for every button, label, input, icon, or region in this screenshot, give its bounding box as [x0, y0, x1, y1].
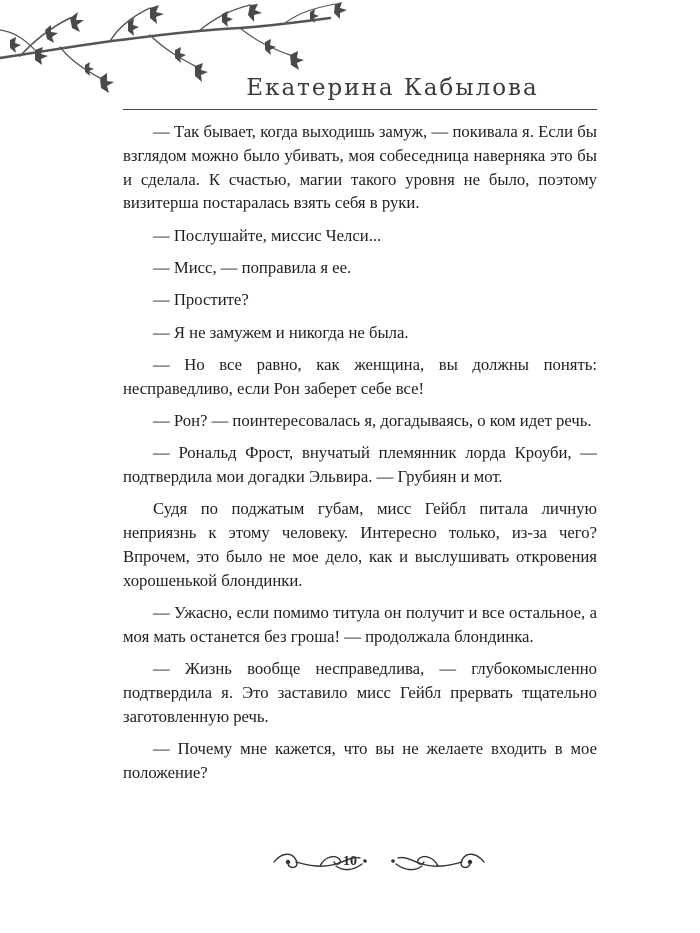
- paragraph: — Рон? — поинтересовалась я, догадываясь, о ком идет речь.: [153, 410, 592, 430]
- paragraph: — Жизнь вообще несправедлива, — глубокомысленно подтвердила я. Это заставило мисс Гейбл прервать тщательно заготовленную речь.: [123, 659, 597, 726]
- paragraph: — Я не замужем и никогда не была.: [153, 322, 409, 342]
- paragraph: — Так бывает, когда выходишь замуж, — покивала я. Если бы взглядом можно было убивать, моя собеседница наверняка это бы и сделала. К счастью, магии такого уровня не было, поэтому визитерша постаралась взять себя в руки.: [123, 122, 597, 213]
- running-header-author: [0, 75, 700, 101]
- paragraph: — Простите?: [153, 290, 249, 310]
- paragraph: — Почему мне кажется, что вы не желаете входить в мое положение?: [123, 739, 597, 782]
- paragraph: — Ужасно, если помимо титула он получит и все остальное, а моя мать останется без гроша! — продолжала блондинка.: [123, 603, 597, 646]
- flourish-right-ornament: [378, 846, 488, 876]
- paragraph: — Мисс, — поправила я ее.: [153, 257, 352, 277]
- page-footer: [0, 846, 700, 876]
- header-rule: [123, 109, 597, 110]
- paragraph: — Рональд Фрост, внучатый племянник лорда Кроуби, — подтвердила мои догадки Эльвира. — Грубиян и мот.: [123, 443, 597, 487]
- author-name: Екатерина Кабылова: [246, 75, 539, 101]
- paragraph: — Послушайте, миссис Челси...: [153, 225, 382, 245]
- paragraph: — Но все равно, как женщина, вы должны понять: несправедливо, если Рон заберет себе все!: [123, 354, 597, 398]
- page-number: 10: [343, 854, 357, 869]
- paragraph: Судя по поджатым губам, мисс Гейбл питала личную неприязнь к этому человеку. Интересно только, из-за чего? Впрочем, это было не мое дело, как и выслушивать откровения хорошенькой блондинки.: [123, 499, 597, 590]
- body-text: [123, 120, 597, 793]
